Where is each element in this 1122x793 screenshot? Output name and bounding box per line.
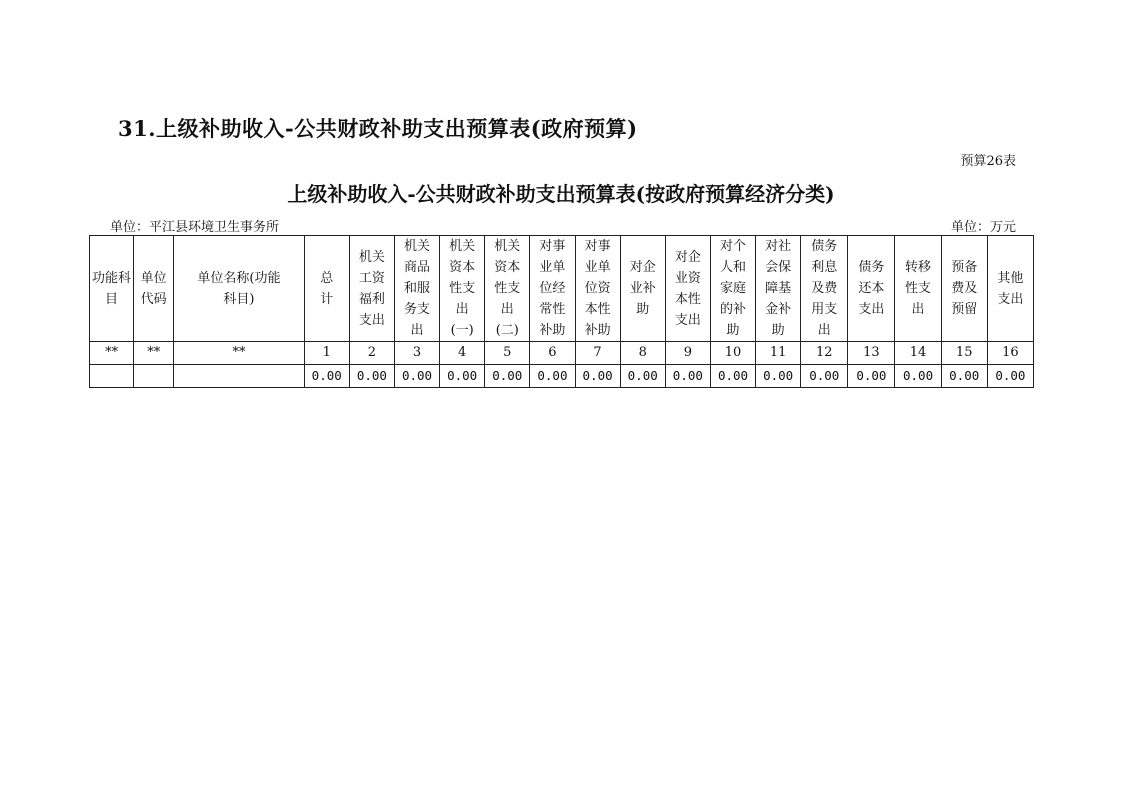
code-cell: 3 — [394, 342, 439, 365]
column-code-row — [90, 342, 1034, 365]
header-cell: 对事业单位资本性补助 — [575, 236, 620, 342]
budget-table — [89, 235, 1034, 388]
data-cell: 0.00 — [801, 365, 848, 388]
header-cell: 单位代码 — [134, 236, 174, 342]
code-cell: 11 — [756, 342, 801, 365]
header-cell: 预备费及预留 — [941, 236, 987, 342]
data-cell: 0.00 — [304, 365, 349, 388]
main-title: 上级补助收入-公共财政补助支出预算表(按政府预算经济分类) — [287, 182, 835, 206]
header-cell: 债务利息及费用支出 — [801, 236, 848, 342]
data-cell: 0.00 — [848, 365, 895, 388]
header-cell: 机关工资福利支出 — [349, 236, 394, 342]
code-cell: 6 — [530, 342, 575, 365]
code-cell: 16 — [987, 342, 1033, 365]
header-cell: 其他支出 — [987, 236, 1033, 342]
data-cell: 0.00 — [440, 365, 485, 388]
data-cell: 0.00 — [710, 365, 755, 388]
code-cell: 12 — [801, 342, 848, 365]
section-title: 31.上级补助收入-公共财政补助支出预算表(政府预算) — [118, 116, 638, 141]
header-row — [90, 236, 1034, 342]
code-cell: ** — [90, 342, 134, 365]
header-cell: 机关商品和服务支出 — [394, 236, 439, 342]
data-cell: 0.00 — [349, 365, 394, 388]
header-cell: 对企业补助 — [620, 236, 665, 342]
data-cell: 0.00 — [485, 365, 530, 388]
header-cell: 总计 — [304, 236, 349, 342]
data-cell — [134, 365, 174, 388]
header-cell: 对事业单位经常性补助 — [530, 236, 575, 342]
table-row — [90, 365, 1034, 388]
code-cell: 8 — [620, 342, 665, 365]
data-cell: 0.00 — [941, 365, 987, 388]
data-cell — [90, 365, 134, 388]
data-cell — [174, 365, 304, 388]
code-cell: 5 — [485, 342, 530, 365]
code-cell: 1 — [304, 342, 349, 365]
table-code: 预算26表 — [960, 154, 1016, 169]
header-cell: 机关资本性支出(二) — [485, 236, 530, 342]
data-cell: 0.00 — [895, 365, 941, 388]
data-cell: 0.00 — [987, 365, 1033, 388]
header-cell: 对企业资本性支出 — [665, 236, 710, 342]
code-cell: 15 — [941, 342, 987, 365]
code-cell: ** — [174, 342, 304, 365]
header-cell: 对社会保障基金补助 — [756, 236, 801, 342]
code-cell: 10 — [710, 342, 755, 365]
data-cell: 0.00 — [620, 365, 665, 388]
unit-name-label: 单位：平江县环境卫生事务所 — [110, 220, 280, 235]
header-cell: 功能科目 — [90, 236, 134, 342]
data-cell: 0.00 — [530, 365, 575, 388]
code-cell: 9 — [665, 342, 710, 365]
header-cell: 转移性支出 — [895, 236, 941, 342]
data-cell: 0.00 — [394, 365, 439, 388]
data-cell: 0.00 — [756, 365, 801, 388]
code-cell: 13 — [848, 342, 895, 365]
code-cell: ** — [134, 342, 174, 365]
data-cell: 0.00 — [575, 365, 620, 388]
currency-unit-label: 单位：万元 — [950, 220, 1016, 235]
code-cell: 2 — [349, 342, 394, 365]
header-cell: 债务还本支出 — [848, 236, 895, 342]
code-cell: 14 — [895, 342, 941, 365]
code-cell: 7 — [575, 342, 620, 365]
code-cell: 4 — [440, 342, 485, 365]
header-cell: 对个人和家庭的补助 — [710, 236, 755, 342]
header-cell: 单位名称(功能科目) — [174, 236, 304, 342]
data-cell: 0.00 — [665, 365, 710, 388]
header-cell: 机关资本性支出(一) — [440, 236, 485, 342]
